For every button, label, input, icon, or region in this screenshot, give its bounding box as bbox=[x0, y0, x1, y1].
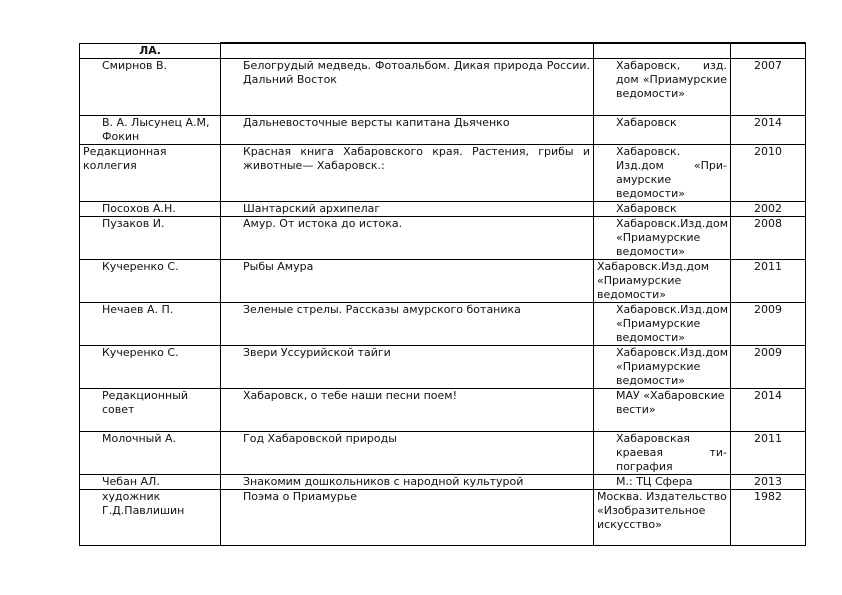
author-cell: художник Г.Д.Павлишин bbox=[80, 490, 221, 546]
title-cell: Год Хабаровской природы bbox=[221, 432, 594, 475]
title-cell: Хабаровск, о тебе наши песни поем! bbox=[221, 389, 594, 432]
author-cell: Редакционный совет bbox=[80, 389, 221, 432]
year-cell: 2014 bbox=[731, 116, 806, 145]
year-cell: 2011 bbox=[731, 432, 806, 475]
table-row bbox=[80, 432, 806, 475]
publisher-cell: Хабаровск bbox=[594, 202, 731, 217]
author-cell: Пузаков И. bbox=[80, 217, 221, 260]
year-cell: 2007 bbox=[731, 59, 806, 116]
table-row bbox=[80, 475, 806, 490]
title-cell: Звери Уссурийской тайги bbox=[221, 346, 594, 389]
year-cell bbox=[731, 43, 806, 59]
title-cell: Белогрудый медведь. Фотоальбом. Дикая природа России. Дальний Восток bbox=[221, 59, 594, 116]
year-cell: 1982 bbox=[731, 490, 806, 546]
author-cell: Кучеренко С. bbox=[80, 346, 221, 389]
table-row bbox=[80, 43, 806, 59]
author-cell: Молочный А. bbox=[80, 432, 221, 475]
publisher-cell: Хабаровск.Изд.дом «Приамурские ведомости» bbox=[594, 346, 731, 389]
table-row bbox=[80, 490, 806, 546]
table-row bbox=[80, 202, 806, 217]
table-row bbox=[80, 145, 806, 202]
year-cell: 2014 bbox=[731, 389, 806, 432]
author-cell: Нечаев А. П. bbox=[80, 303, 221, 346]
title-cell: Знакомим дошкольников с народной культурой bbox=[221, 475, 594, 490]
author-cell: Чебан АЛ. bbox=[80, 475, 221, 490]
title-cell: Шантарский архипелаг bbox=[221, 202, 594, 217]
year-cell: 2011 bbox=[731, 260, 806, 303]
publisher-cell: Хабаровск bbox=[594, 116, 731, 145]
year-cell: 2009 bbox=[731, 346, 806, 389]
year-cell: 2009 bbox=[731, 303, 806, 346]
publisher-cell: Хабаровск.Изд.дом «Приамурские ведомости» bbox=[594, 260, 731, 303]
year-cell: 2008 bbox=[731, 217, 806, 260]
table-row bbox=[80, 59, 806, 116]
title-cell: Амур. От истока до истока. bbox=[221, 217, 594, 260]
author-cell: В. А. Лысунец А.М, Фокин bbox=[80, 116, 221, 145]
year-cell: 2013 bbox=[731, 475, 806, 490]
publisher-cell: Хабаровск. Изд.дом «При-амурские ведомости» bbox=[594, 145, 731, 202]
publisher-cell bbox=[594, 43, 731, 59]
publisher-cell: Хабаровск.Изд.дом «Приамурские ведомости» bbox=[594, 217, 731, 260]
title-cell: Рыбы Амура bbox=[221, 260, 594, 303]
author-cell: Редакционная коллегия bbox=[80, 145, 221, 202]
title-cell bbox=[221, 43, 594, 59]
year-cell: 2002 bbox=[731, 202, 806, 217]
title-cell: Поэма о Приамурье bbox=[221, 490, 594, 546]
header-fragment-cell: ЛА. bbox=[80, 43, 221, 59]
author-cell: Смирнов В. bbox=[80, 59, 221, 116]
publisher-cell: Хабаровская краевая ти-пография bbox=[594, 432, 731, 475]
title-cell: Красная книга Хабаровского края. Растения, грибы и животные— Хабаровск.: bbox=[221, 145, 594, 202]
author-cell: Кучеренко С. bbox=[80, 260, 221, 303]
publisher-cell: Хабаровск, изд. дом «Приамурские ведомости» bbox=[594, 59, 731, 116]
publisher-cell: МАУ «Хабаровские вести» bbox=[594, 389, 731, 432]
table-row bbox=[80, 389, 806, 432]
table-row bbox=[80, 346, 806, 389]
title-cell: Зеленые стрелы. Рассказы амурского ботаника bbox=[221, 303, 594, 346]
table-row bbox=[80, 303, 806, 346]
publisher-cell: М.: ТЦ Сфера bbox=[594, 475, 731, 490]
table-row bbox=[80, 260, 806, 303]
publisher-cell: Москва. Издательство «Изобразительное искусство» bbox=[594, 490, 731, 546]
table-row bbox=[80, 217, 806, 260]
year-cell: 2010 bbox=[731, 145, 806, 202]
table-row bbox=[80, 116, 806, 145]
publisher-cell: Хабаровск.Изд.дом «Приамурские ведомости» bbox=[594, 303, 731, 346]
author-cell: Посохов А.Н. bbox=[80, 202, 221, 217]
title-cell: Дальневосточные версты капитана Дьяченко bbox=[221, 116, 594, 145]
bibliography-table bbox=[79, 42, 806, 546]
